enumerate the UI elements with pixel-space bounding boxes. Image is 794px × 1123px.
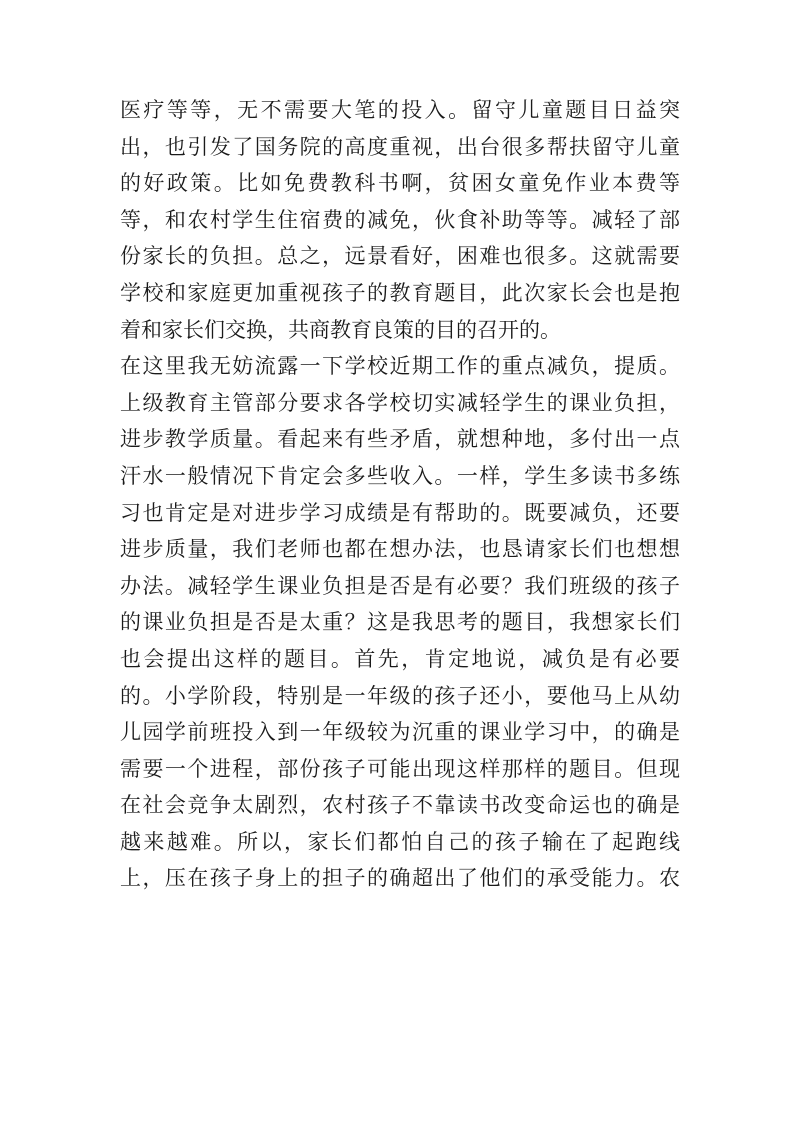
text-line: 进步教学质量。看起来有些矛盾，就想种地，多付出一点 — [120, 427, 680, 452]
text-line: 在这里我无妨流露一下学校近期工作的重点减负，提质。 — [120, 354, 680, 379]
body-text — [120, 92, 680, 897]
text-line: 越来越难。所以，家长们都怕自己的孩子输在了起跑线 — [120, 829, 680, 854]
text-line: 医疗等等，无不需要大笔的投入。留守儿童题目日益突 — [120, 98, 680, 122]
text-line: 出，也引发了国务院的高度重视，出台很多帮扶留守儿童 — [120, 134, 680, 159]
text-line: 份家长的负担。总之，远景看好，困难也很多。这就需要 — [120, 244, 680, 269]
text-line: 也会提出这样的题目。首先，肯定地说，减负是有必要 — [120, 646, 680, 671]
text-line: 的。小学阶段，特别是一年级的孩子还小，要他马上从幼 — [120, 683, 680, 708]
text-line: 等，和农村学生住宿费的减免，伙食补助等等。减轻了部 — [120, 207, 680, 232]
text-line: 儿园学前班投入到一年级较为沉重的课业学习中，的确是 — [120, 720, 680, 745]
text-line: 在社会竞争太剧烈，农村孩子不靠读书改变命运也的确是 — [120, 793, 680, 818]
text-line: 办法。减轻学生课业负担是否是有必要？我们班级的孩子 — [120, 573, 680, 598]
text-line: 的课业负担是否是太重？这是我思考的题目，我想家长们 — [120, 610, 680, 635]
text-line: 习也肯定是对进步学习成绩是有帮助的。既要减负，还要 — [120, 500, 680, 525]
text-line: 需要一个进程，部份孩子可能出现这样那样的题目。但现 — [120, 756, 680, 781]
text-line: 学校和家庭更加重视孩子的教育题目，此次家长会也是抱 — [120, 280, 680, 305]
text-line: 的好政策。比如免费教科书啊，贫困女童免作业本费等 — [120, 171, 680, 196]
text-line: 着和家长们交换，共商教育良策的目的召开的。 — [120, 317, 561, 342]
text-line: 汗水一般情况下肯定会多些收入。一样，学生多读书多练 — [120, 463, 680, 488]
text-line: 进步质量，我们老师也都在想办法，也恳请家长们也想想 — [120, 537, 680, 562]
text-line: 上，压在孩子身上的担子的确超出了他们的承受能力。农 — [120, 866, 680, 891]
text-line: 上级教育主管部分要求各学校切实减轻学生的课业负担， — [120, 390, 680, 415]
